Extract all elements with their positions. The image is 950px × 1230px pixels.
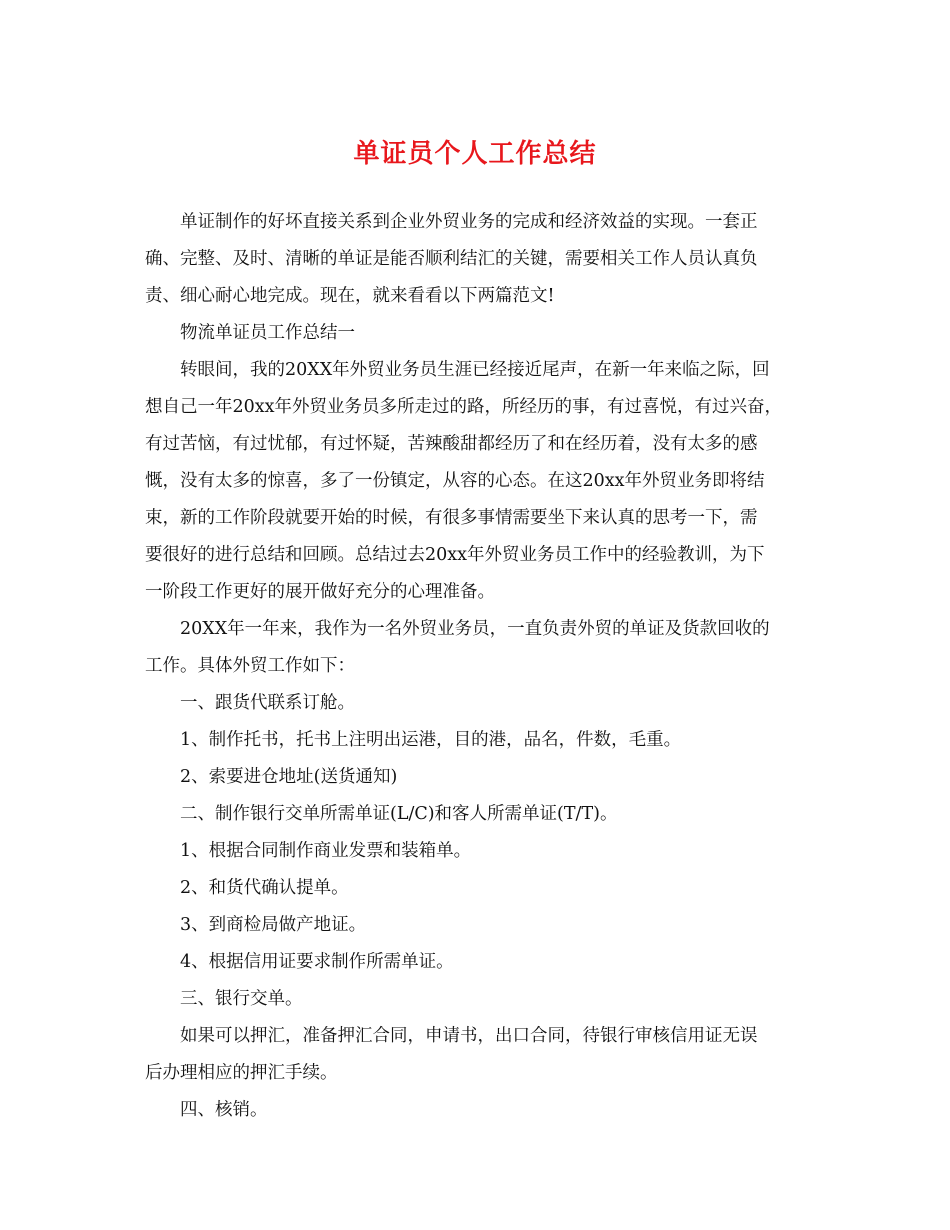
paragraph bbox=[145, 981, 805, 1018]
paragraph-line: 有过苦恼，有过忧郁，有过怀疑，苦辣酸甜都经历了和在经历着，没有太多的感 bbox=[145, 434, 758, 454]
paragraph-line: 2、索要进仓地址(送货通知) bbox=[180, 767, 398, 787]
paragraph bbox=[145, 870, 805, 907]
paragraph bbox=[145, 833, 805, 870]
paragraph-line: 1、制作托书，托书上注明出运港，目的港，品名，件数，毛重。 bbox=[180, 730, 682, 750]
paragraph-line: 慨，没有太多的惊喜，多了一份镇定，从容的心态。在这20xx年外贸业务即将结 bbox=[145, 471, 765, 491]
document-title: 单证员个人工作总结 bbox=[353, 139, 597, 169]
paragraph bbox=[145, 352, 805, 611]
paragraph bbox=[145, 611, 805, 685]
paragraph-line: 责、细心耐心地完成。现在，就来看看以下两篇范文! bbox=[145, 286, 555, 306]
paragraph bbox=[145, 907, 805, 944]
paragraph-line: 如果可以押汇，准备押汇合同，申请书，出口合同，待银行审核信用证无误 bbox=[180, 1026, 758, 1046]
paragraph-line: 20XX年一年来，我作为一名外贸业务员，一直负责外贸的单证及货款回收的 bbox=[180, 619, 770, 639]
paragraph-line: 单证制作的好坏直接关系到企业外贸业务的完成和经济效益的实现。一套正 bbox=[180, 212, 758, 232]
paragraph-line: 一阶段工作更好的展开做好充分的心理准备。 bbox=[145, 582, 495, 602]
paragraph-line: 四、核销。 bbox=[180, 1100, 268, 1120]
document-body bbox=[145, 204, 805, 1129]
paragraph bbox=[145, 722, 805, 759]
paragraph-line: 4、根据信用证要求制作所需单证。 bbox=[180, 952, 454, 972]
paragraph-line: 后办理相应的押汇手续。 bbox=[145, 1063, 338, 1083]
paragraph-line: 二、制作银行交单所需单证(L/C)和客人所需单证(T/T)。 bbox=[180, 804, 618, 824]
paragraph-line: 束，新的工作阶段就要开始的时候，有很多事情需要坐下来认真的思考一下，需 bbox=[145, 508, 758, 528]
paragraph-line: 工作。具体外贸工作如下： bbox=[145, 656, 355, 676]
paragraph-line: 物流单证员工作总结一 bbox=[180, 323, 355, 343]
paragraph bbox=[145, 1018, 805, 1092]
paragraph bbox=[145, 944, 805, 981]
paragraph-line: 要很好的进行总结和回顾。总结过去20xx年外贸业务员工作中的经验教训，为下 bbox=[145, 545, 765, 565]
paragraph bbox=[145, 796, 805, 833]
paragraph-line: 3、到商检局做产地证。 bbox=[180, 915, 367, 935]
paragraph-line: 三、银行交单。 bbox=[180, 989, 303, 1009]
paragraph-line: 想自己一年20xx年外贸业务员多所走过的路，所经历的事，有过喜悦，有过兴奋， bbox=[145, 397, 783, 417]
paragraph-line: 1、根据合同制作商业发票和装箱单。 bbox=[180, 841, 472, 861]
paragraph bbox=[145, 315, 805, 352]
paragraph-line: 一、跟货代联系订舱。 bbox=[180, 693, 355, 713]
paragraph-line: 转眼间，我的20XX年外贸业务员生涯已经接近尾声，在新一年来临之际，回 bbox=[180, 360, 770, 380]
paragraph bbox=[145, 1092, 805, 1129]
paragraph-line: 确、完整、及时、清晰的单证是能否顺利结汇的关键，需要相关工作人员认真负 bbox=[145, 249, 758, 269]
paragraph bbox=[145, 204, 805, 315]
paragraph bbox=[145, 685, 805, 722]
paragraph-line: 2、和货代确认提单。 bbox=[180, 878, 349, 898]
paragraph bbox=[145, 759, 805, 796]
